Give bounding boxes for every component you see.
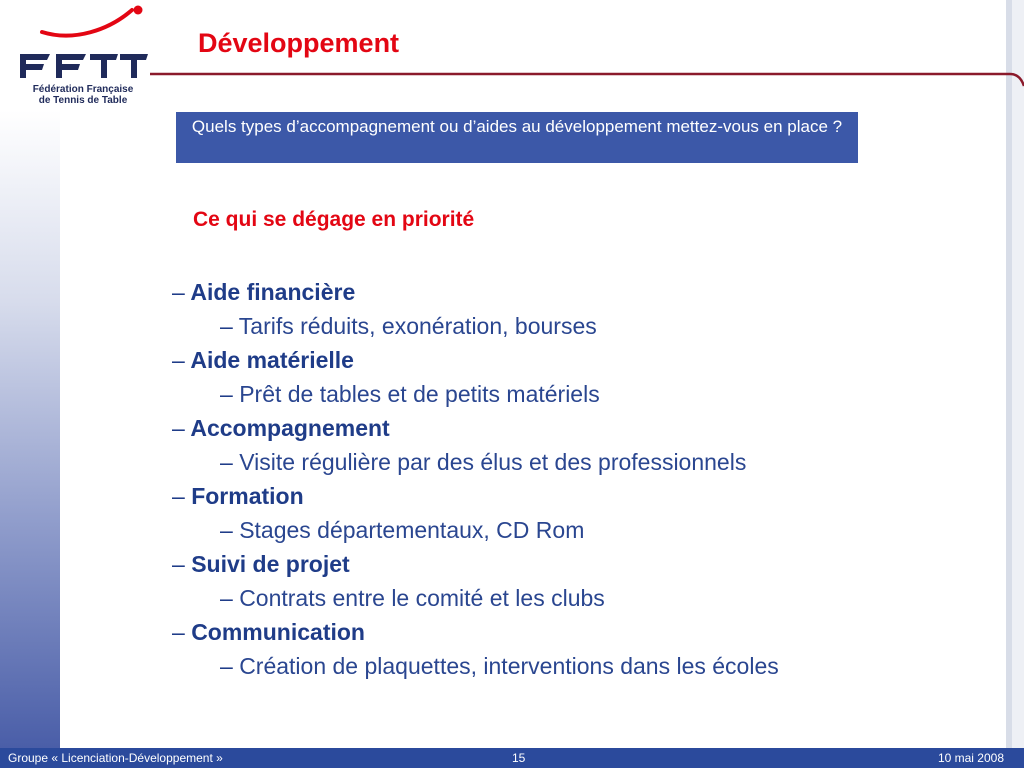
footer-page-number: 15 xyxy=(512,751,526,765)
dash-bullet: – xyxy=(220,449,233,475)
right-edge-bar xyxy=(1006,0,1012,748)
dash-bullet: – xyxy=(172,415,185,441)
list-item xyxy=(172,615,912,683)
question-box: Quels types d’accompagnement ou d’aides au développement mettez-vous en place ? xyxy=(176,112,858,163)
item-detail xyxy=(220,581,860,615)
list-item xyxy=(172,343,912,411)
slide-title: Développement xyxy=(198,28,400,58)
priority-heading: Ce qui se dégage en priorité xyxy=(193,208,475,231)
dash-bullet: – xyxy=(172,483,185,509)
list-item xyxy=(172,547,912,615)
item-detail-text: Création de plaquettes, interventions dans les écoles xyxy=(239,653,779,679)
dash-bullet: – xyxy=(172,551,185,577)
item-title xyxy=(172,615,912,649)
item-detail xyxy=(220,445,860,479)
list-item xyxy=(172,479,912,547)
priority-list xyxy=(172,275,912,683)
item-title-text: Formation xyxy=(191,483,304,509)
list-item xyxy=(172,411,912,479)
title-underline xyxy=(150,72,1024,92)
item-detail xyxy=(220,377,860,411)
footer-group-label: Groupe « Licenciation-Développement » xyxy=(8,751,223,765)
item-detail-text: Contrats entre le comité et les clubs xyxy=(239,585,605,611)
dash-bullet: – xyxy=(220,313,233,339)
item-detail xyxy=(220,649,860,683)
item-title xyxy=(172,343,912,377)
item-title xyxy=(172,275,912,309)
item-detail-text: Stages départementaux, CD Rom xyxy=(239,517,585,543)
item-title-text: Accompagnement xyxy=(190,415,390,441)
dash-bullet: – xyxy=(172,347,185,373)
item-title-text: Aide financière xyxy=(190,279,356,305)
item-title xyxy=(172,547,912,581)
dash-bullet: – xyxy=(220,585,233,611)
item-detail-text: Visite régulière par des élus et des professionnels xyxy=(239,449,747,475)
item-title-text: Aide matérielle xyxy=(190,347,354,373)
item-title xyxy=(172,479,912,513)
side-gradient xyxy=(0,110,60,748)
footer-bar xyxy=(0,748,1024,768)
dash-bullet: – xyxy=(220,381,233,407)
item-title-text: Communication xyxy=(191,619,365,645)
dash-bullet: – xyxy=(172,279,185,305)
right-edge-band xyxy=(1012,0,1024,748)
item-detail-text: Prêt de tables et de petits matériels xyxy=(239,381,600,407)
item-title-text: Suivi de projet xyxy=(191,551,350,577)
dash-bullet: – xyxy=(220,517,233,543)
dash-bullet: – xyxy=(220,653,233,679)
logo-caption-line2: de Tennis de Table xyxy=(38,95,128,106)
item-detail-text: Tarifs réduits, exonération, bourses xyxy=(238,313,597,339)
dash-bullet: – xyxy=(172,619,185,645)
item-detail xyxy=(220,513,860,547)
list-item xyxy=(172,275,912,343)
logo-caption xyxy=(20,84,146,106)
item-title xyxy=(172,411,912,445)
logo-caption-line1: Fédération Française xyxy=(32,84,134,95)
footer-date: 10 mai 2008 xyxy=(937,751,1004,765)
item-detail xyxy=(220,309,860,343)
